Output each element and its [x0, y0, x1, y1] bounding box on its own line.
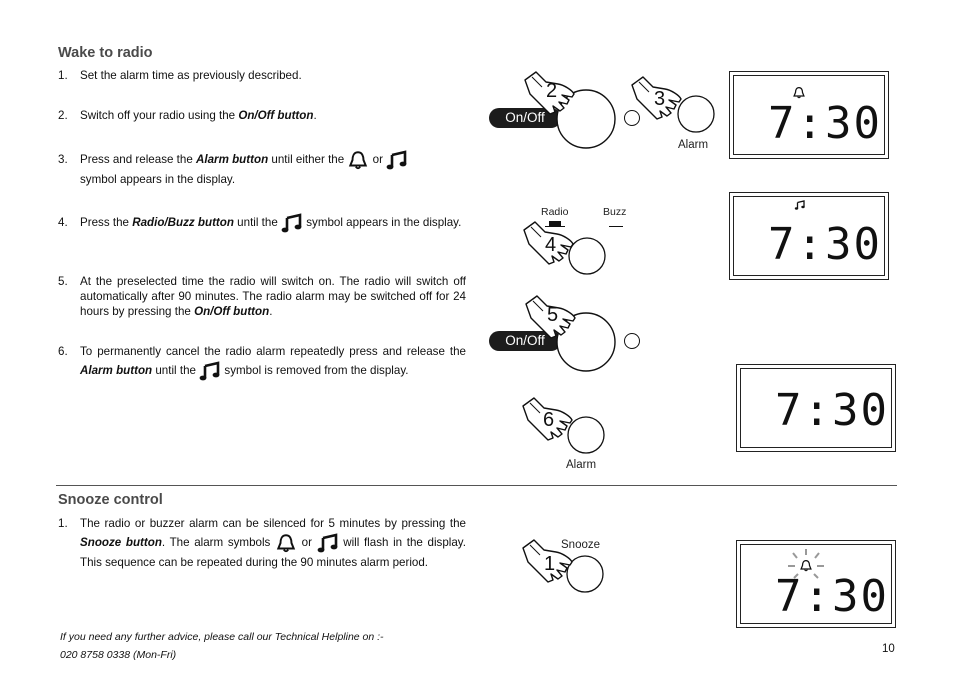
time-readout: 7:30	[775, 385, 889, 436]
lcd-display	[736, 540, 896, 628]
step-text-end: .	[269, 305, 273, 318]
page-number: 10	[882, 643, 895, 655]
on-off-button-ref: On/Off button	[194, 305, 270, 318]
alarm-label: Alarm	[678, 139, 709, 151]
alarm-label: Alarm	[566, 459, 597, 471]
radio-label: Radio	[541, 206, 569, 218]
lcd-display	[729, 71, 889, 159]
music-note-icon	[794, 200, 806, 210]
step-badge: 6	[543, 409, 555, 431]
wake-step-6	[58, 342, 466, 381]
bell-icon	[275, 533, 297, 553]
footer-helpline-text: If you need any further advice, please call our Technical Helpline on :-	[60, 631, 384, 643]
step-badge: 3	[654, 88, 666, 110]
step-badge: 5	[547, 304, 559, 326]
on-off-label: On/Off	[489, 331, 561, 351]
step-text: Set the alarm time as previously described.	[80, 69, 302, 82]
wake-step-1	[58, 66, 466, 85]
buzz-indicator	[609, 226, 623, 227]
step-text-mid: . The alarm symbols	[161, 536, 275, 550]
step-number: 4.	[58, 216, 68, 229]
step-badge: 2	[546, 80, 558, 102]
step-text: Switch off your radio using the	[80, 109, 239, 122]
step-text: Press the	[80, 216, 133, 230]
music-note-icon	[281, 213, 303, 233]
step-number: 5.	[58, 275, 68, 288]
bell-icon	[347, 150, 369, 170]
step-text: Press and release the	[80, 153, 197, 167]
step-number: 3.	[58, 153, 68, 166]
step-badge: 4	[545, 234, 557, 256]
buzz-label: Buzz	[603, 206, 627, 218]
step-text-end: symbol is removed from the display.	[221, 364, 409, 378]
step-text-end: symbol appears in the display.	[303, 216, 462, 230]
lcd-display	[729, 192, 889, 280]
step-number: 1.	[58, 517, 68, 530]
time-readout: 7:30	[768, 219, 882, 270]
wake-step-4	[58, 213, 466, 233]
wake-step-3	[58, 150, 466, 189]
snooze-label: Snooze	[561, 539, 601, 551]
step-text: At the preselected time the radio will switch on. The radio will switch off automatically after 90 minutes. The radio alarm may be switched off for 24 hours by pressing the	[80, 275, 466, 318]
on-off-button-ref: On/Off button	[238, 109, 314, 122]
step-number: 6.	[58, 345, 68, 358]
step-text-or: or	[372, 153, 383, 167]
step-text-mid: until either the	[268, 153, 348, 167]
radio-buzz-button-ref: Radio/Buzz button	[132, 216, 234, 230]
music-note-icon	[386, 150, 408, 170]
step-text-or: or	[301, 536, 312, 550]
snooze-button-ref: Snooze button	[80, 536, 162, 550]
wake-step-5	[58, 274, 466, 319]
indicator-light	[623, 332, 641, 350]
music-note-icon	[317, 533, 339, 553]
footer-phone: 020 8758 0338 (Mon-Fri)	[60, 649, 177, 661]
step-text-end: symbol appears in the display.	[80, 173, 236, 186]
time-readout: 7:30	[768, 98, 882, 149]
snooze-step-1	[58, 514, 466, 572]
on-off-label: On/Off	[489, 108, 561, 128]
music-note-icon	[199, 361, 221, 381]
step-text-mid: until the	[152, 364, 200, 378]
section-title-wake: Wake to radio	[58, 45, 153, 61]
time-readout: 7:30	[775, 571, 889, 622]
step-text: The radio or buzzer alarm can be silenced for 5 minutes by pressing the	[80, 517, 466, 530]
step-text-mid: until the	[233, 216, 282, 230]
lcd-display	[736, 364, 896, 452]
step-text: To permanently cancel the radio alarm repeatedly press and release the	[80, 345, 466, 358]
step-text-end: will flash in the display. This sequence can be repeated during the 90 minutes alarm period.	[80, 536, 466, 569]
section-divider	[56, 485, 897, 486]
step-badge: 1	[544, 553, 556, 575]
alarm-button-ref: Alarm button	[196, 153, 269, 167]
step-number: 2.	[58, 109, 68, 122]
section-title-snooze: Snooze control	[58, 492, 163, 508]
step-number: 1.	[58, 69, 68, 82]
alarm-button-ref: Alarm button	[80, 364, 153, 378]
step-text-end: .	[313, 109, 317, 122]
wake-step-2	[58, 106, 466, 125]
